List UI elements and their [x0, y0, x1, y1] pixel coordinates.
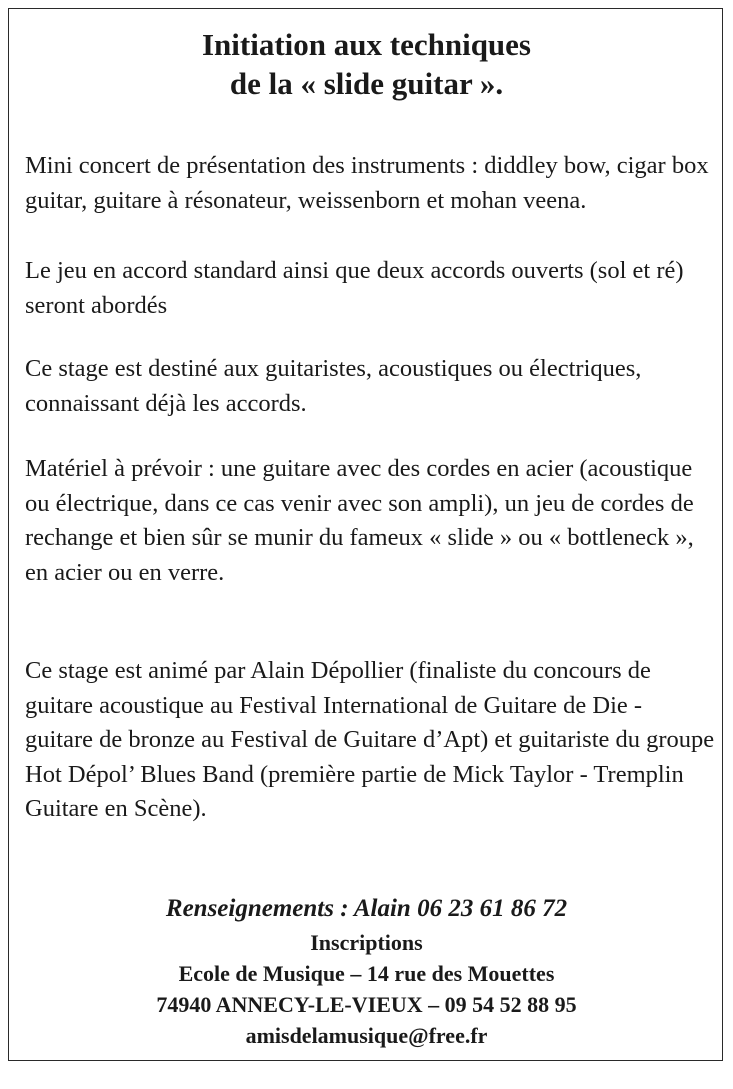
registration-heading: Inscriptions [310, 930, 423, 955]
address-line-1: Ecole de Musique – 14 rue des Mouettes [178, 961, 555, 986]
title-line-2: de la « slide guitar ». [229, 66, 504, 101]
paragraph-audience: Ce stage est destiné aux guitaristes, acoustiques ou électriques, connaissant déjà les accords. [25, 355, 642, 417]
address-line-2: 74940 ANNECY-LE-VIEUX – 09 54 52 88 95 [156, 992, 577, 1017]
paragraph-materials: Matériel à prévoir : une guitare avec des cordes en acier (acoustique ou électrique, dans ce cas venir avec son ampli), un jeu de cordes de rechange et bien sûr se munir du fameux « slide » ou « bottleneck », en acier ou en verre. [25, 455, 694, 586]
paragraph-tunings: Le jeu en accord standard ainsi que deux accords ouverts (sol et ré) seront abordés [25, 257, 684, 319]
email-address: amisdelamusique@free.fr [245, 1023, 488, 1048]
info-contact: Renseignements : Alain 06 23 61 86 72 [165, 895, 568, 922]
paragraph-instructor: Ce stage est animé par Alain Dépollier (finaliste du concours de guitare acoustique au Festival International de Guitare de Die - guitare de bronze au Festival de Guitare d’Apt) et guitariste du groupe Hot Dépol’ Blues Band (première partie de Mick Taylor - Tremplin Guitare en Scène). [25, 657, 715, 822]
paragraph-instruments: Mini concert de présentation des instruments : diddley bow, cigar box guitar, guitare à résonateur, weissenborn et mohan veena. [25, 152, 709, 214]
title-line-1: Initiation aux techniques [201, 27, 531, 62]
